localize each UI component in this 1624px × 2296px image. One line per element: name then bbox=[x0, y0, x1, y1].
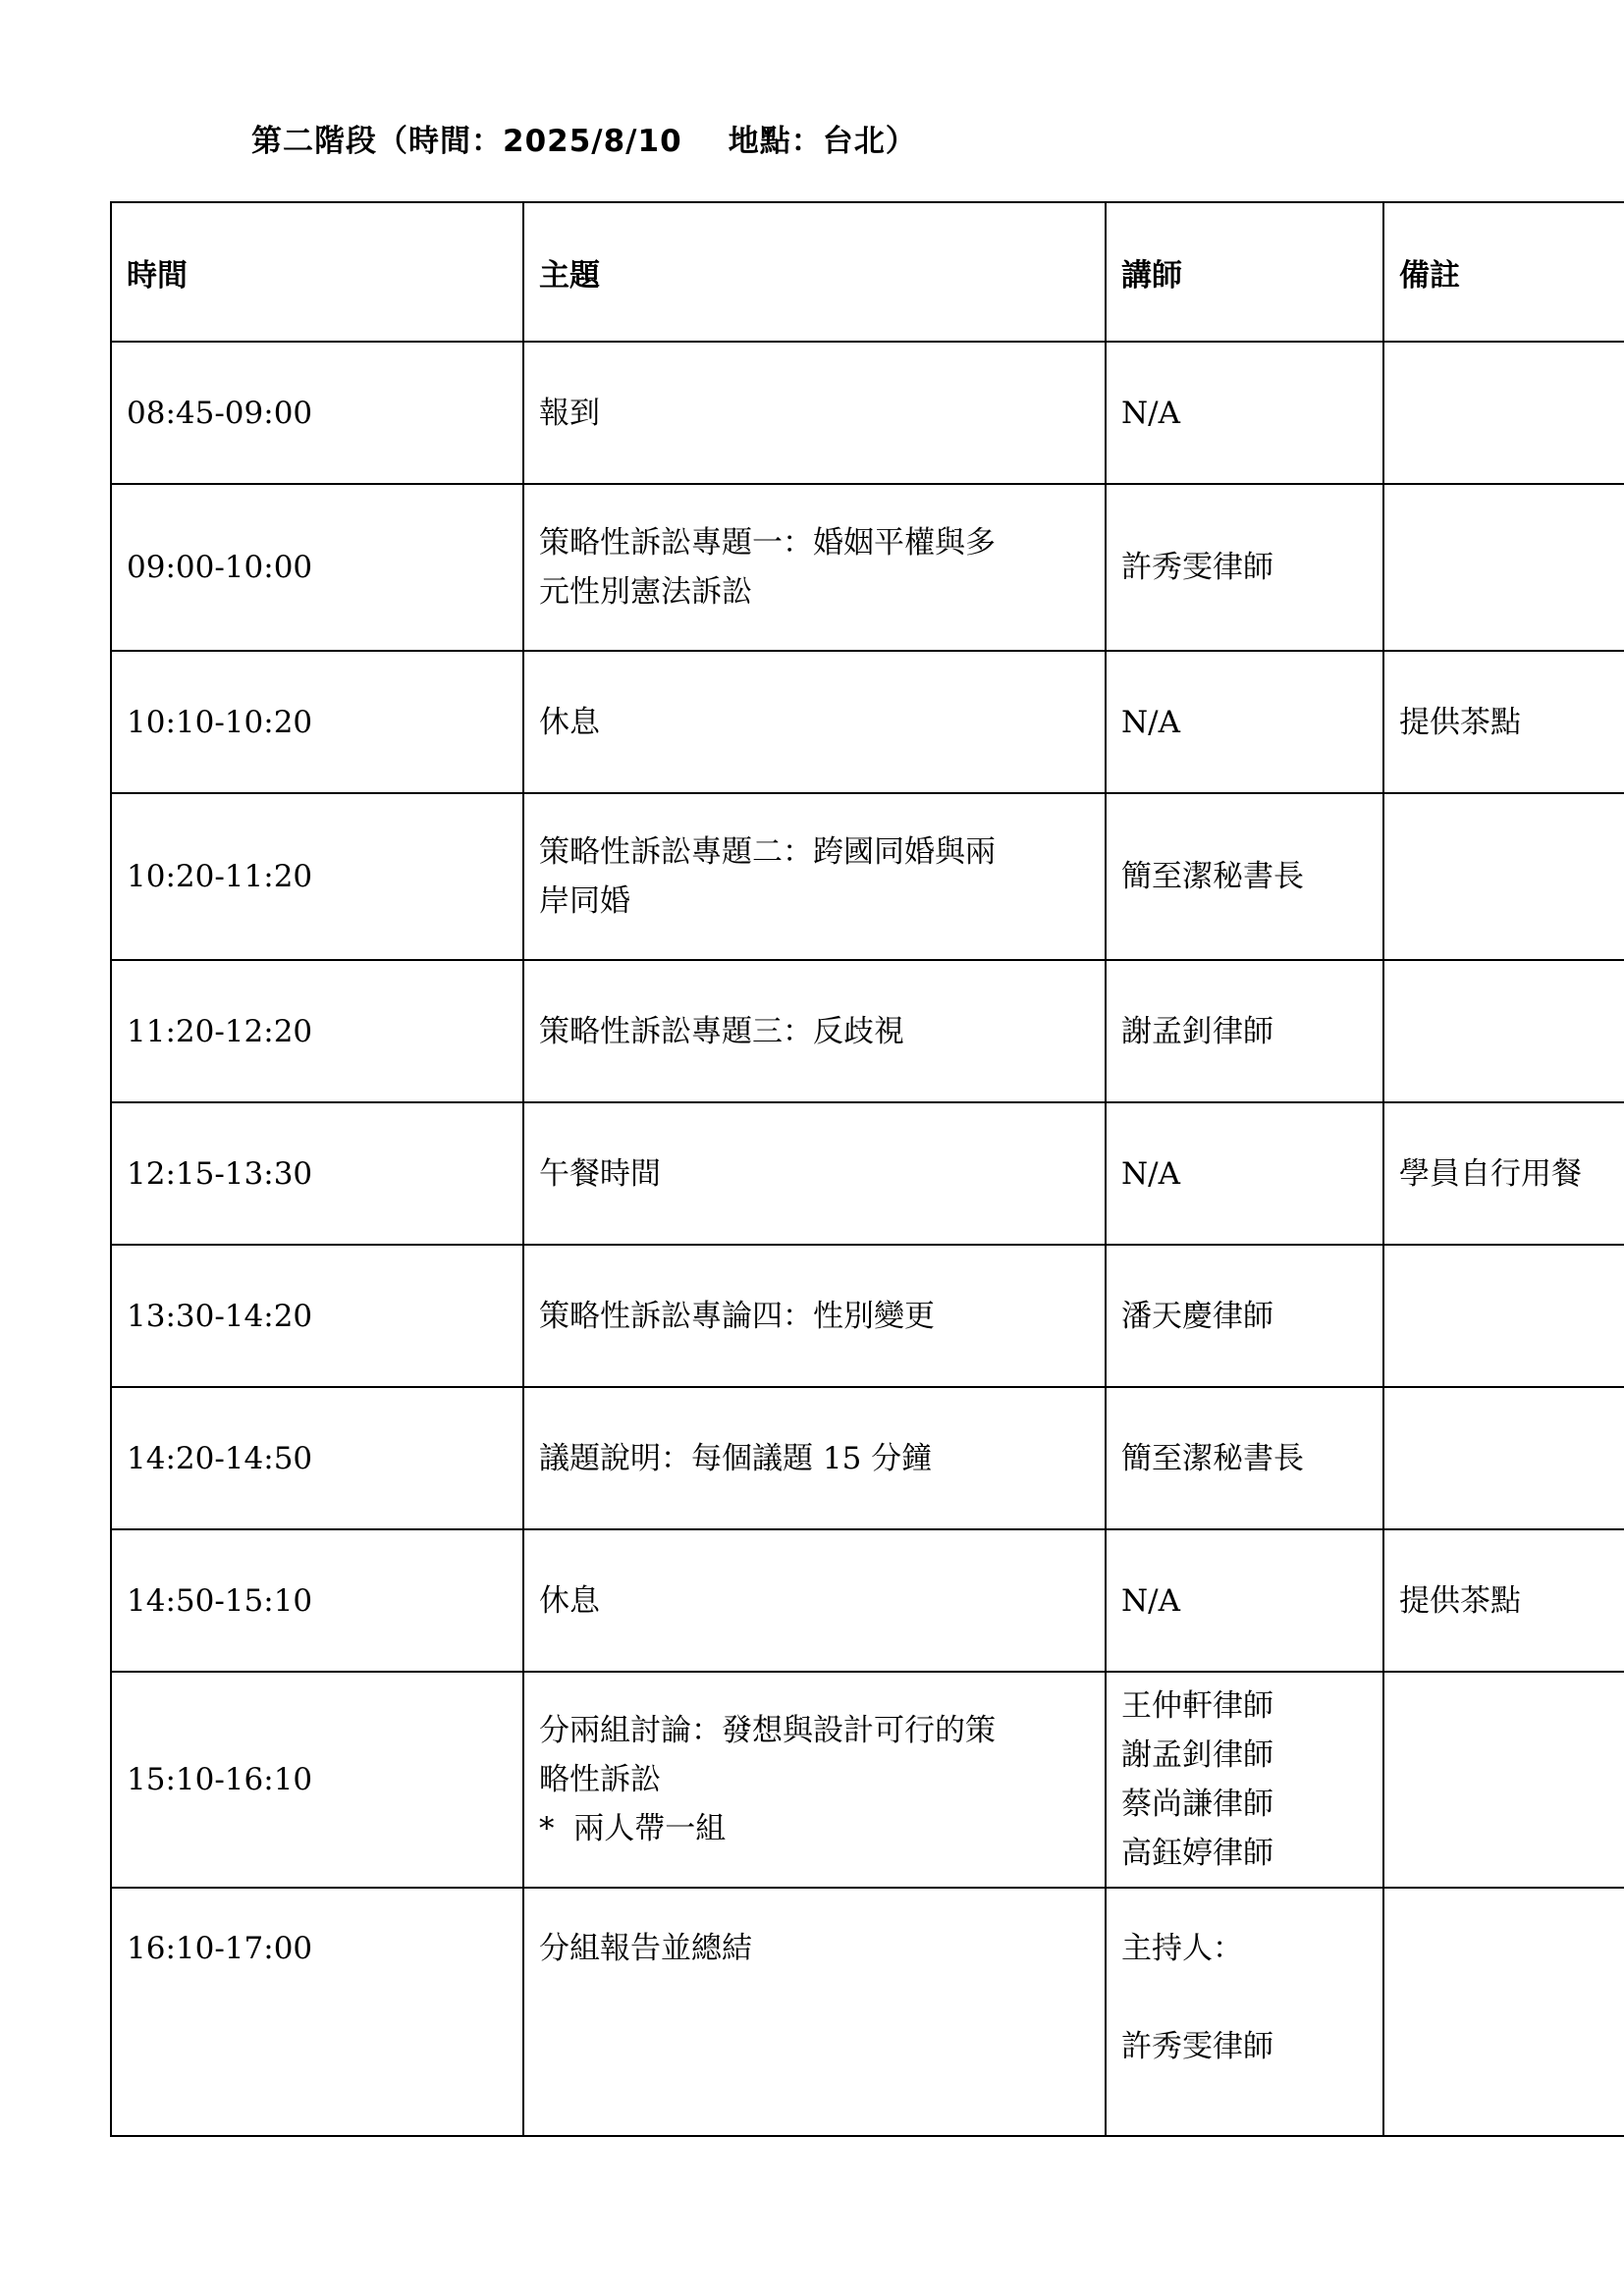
speaker-line: N/A bbox=[1121, 395, 1180, 431]
cell-speaker bbox=[1106, 1245, 1383, 1387]
speaker-line: 簡至潔秘書長 bbox=[1121, 859, 1304, 894]
speaker-line: 許秀雯律師 bbox=[1121, 550, 1273, 585]
cell-time: 14:20-14:50 bbox=[111, 1387, 523, 1529]
topic-line: 午餐時間 bbox=[539, 1155, 661, 1192]
cell-note bbox=[1383, 960, 1624, 1102]
header-time: 時間 bbox=[111, 202, 523, 342]
table-row bbox=[111, 651, 1624, 793]
cell-speaker bbox=[1106, 1529, 1383, 1672]
table-row bbox=[111, 1672, 1624, 1888]
cell-topic bbox=[523, 793, 1106, 960]
speaker-line: 許秀雯律師 bbox=[1121, 2029, 1273, 2064]
speaker-line: 謝孟釗律師 bbox=[1121, 1013, 1273, 1049]
cell-time: 09:00-10:00 bbox=[111, 484, 523, 651]
cell-time: 13:30-14:20 bbox=[111, 1245, 523, 1387]
table-row bbox=[111, 1888, 1624, 2136]
speaker-line: 謝孟釗律師 bbox=[1121, 1737, 1273, 1773]
cell-note bbox=[1383, 793, 1624, 960]
speaker-line: N/A bbox=[1121, 704, 1180, 740]
cell-speaker bbox=[1106, 1102, 1383, 1245]
cell-topic bbox=[523, 1387, 1106, 1529]
cell-topic bbox=[523, 342, 1106, 484]
speaker-line: N/A bbox=[1121, 1582, 1180, 1619]
schedule-table bbox=[110, 201, 1624, 2137]
table-row bbox=[111, 1529, 1624, 1672]
topic-line: 策略性訴訟專論四：性別變更 bbox=[539, 1298, 935, 1334]
speaker-line: N/A bbox=[1121, 1155, 1180, 1192]
table-row bbox=[111, 1102, 1624, 1245]
cell-time: 15:10-16:10 bbox=[111, 1672, 523, 1888]
topic-line: 休息 bbox=[539, 1582, 600, 1619]
cell-speaker bbox=[1106, 484, 1383, 651]
cell-time: 10:20-11:20 bbox=[111, 793, 523, 960]
topic-line: 休息 bbox=[539, 704, 600, 740]
cell-note bbox=[1383, 484, 1624, 651]
cell-time: 14:50-15:10 bbox=[111, 1529, 523, 1672]
cell-topic bbox=[523, 1672, 1106, 1888]
speaker-line: 簡至潔秘書長 bbox=[1121, 1440, 1304, 1476]
cell-speaker bbox=[1106, 1888, 1383, 2136]
header-speaker: 講師 bbox=[1106, 202, 1383, 342]
topic-line: 議題說明：每個議題 15 分鐘 bbox=[539, 1440, 933, 1476]
page-title: 第二階段（時間：2025/8/10 地點：台北） bbox=[251, 124, 917, 159]
cell-topic bbox=[523, 1888, 1106, 2136]
topic-line: 岸同婚 bbox=[539, 883, 630, 919]
cell-speaker bbox=[1106, 342, 1383, 484]
table-row bbox=[111, 342, 1624, 484]
topic-line: 策略性訴訟專題二：跨國同婚與兩 bbox=[539, 834, 996, 870]
cell-topic bbox=[523, 960, 1106, 1102]
topic-line: 策略性訴訟專題一：婚姻平權與多 bbox=[539, 525, 996, 561]
cell-note: 提供茶點 bbox=[1383, 651, 1624, 793]
cell-time: 11:20-12:20 bbox=[111, 960, 523, 1102]
cell-topic bbox=[523, 484, 1106, 651]
cell-speaker bbox=[1106, 1387, 1383, 1529]
topic-line: 元性別憲法訴訟 bbox=[539, 574, 752, 610]
speaker-line: 主持人： bbox=[1121, 1931, 1243, 1966]
speaker-line: 潘天慶律師 bbox=[1121, 1298, 1273, 1334]
cell-note bbox=[1383, 1387, 1624, 1529]
topic-line: 略性訴訟 bbox=[539, 1762, 661, 1797]
table-row bbox=[111, 793, 1624, 960]
cell-note bbox=[1383, 1888, 1624, 2136]
table-row bbox=[111, 484, 1624, 651]
topic-line: * 兩人帶一組 bbox=[539, 1811, 727, 1846]
cell-speaker bbox=[1106, 793, 1383, 960]
topic-line: 報到 bbox=[539, 395, 600, 431]
cell-topic bbox=[523, 1245, 1106, 1387]
cell-time: 10:10-10:20 bbox=[111, 651, 523, 793]
cell-topic bbox=[523, 651, 1106, 793]
cell-topic bbox=[523, 1529, 1106, 1672]
cell-time: 12:15-13:30 bbox=[111, 1102, 523, 1245]
cell-note bbox=[1383, 1245, 1624, 1387]
cell-speaker bbox=[1106, 960, 1383, 1102]
table-row bbox=[111, 1245, 1624, 1387]
cell-time: 16:10-17:00 bbox=[111, 1888, 523, 2136]
header-note: 備註 bbox=[1383, 202, 1624, 342]
speaker-line: 蔡尚謙律師 bbox=[1121, 1787, 1273, 1822]
topic-line: 分兩組討論：發想與設計可行的策 bbox=[539, 1713, 996, 1748]
cell-note: 學員自行用餐 bbox=[1383, 1102, 1624, 1245]
table-header-row bbox=[111, 202, 1624, 342]
cell-speaker bbox=[1106, 1672, 1383, 1888]
speaker-line: 高鈺婷律師 bbox=[1121, 1836, 1273, 1871]
cell-note bbox=[1383, 1672, 1624, 1888]
cell-note: 提供茶點 bbox=[1383, 1529, 1624, 1672]
table-row bbox=[111, 960, 1624, 1102]
cell-note bbox=[1383, 342, 1624, 484]
speaker-line: 王仲軒律師 bbox=[1121, 1688, 1273, 1724]
cell-topic bbox=[523, 1102, 1106, 1245]
cell-time: 08:45-09:00 bbox=[111, 342, 523, 484]
topic-line: 分組報告並總結 bbox=[539, 1931, 752, 1966]
table-row bbox=[111, 1387, 1624, 1529]
cell-speaker bbox=[1106, 651, 1383, 793]
topic-line: 策略性訴訟專題三：反歧視 bbox=[539, 1013, 904, 1049]
header-topic: 主題 bbox=[523, 202, 1106, 342]
